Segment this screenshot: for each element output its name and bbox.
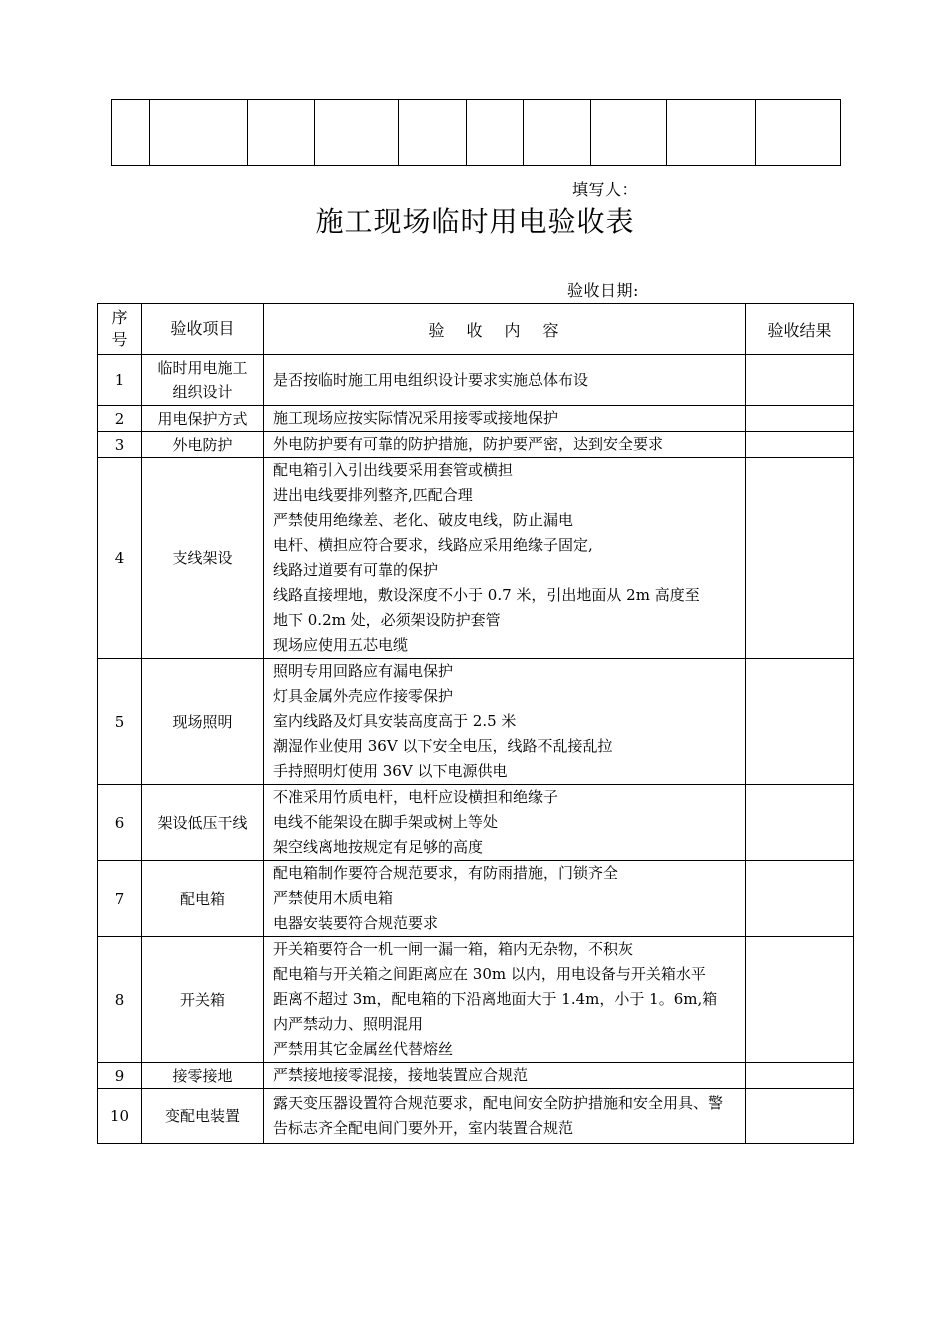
row-result[interactable] (746, 355, 854, 406)
row-content (264, 1089, 746, 1144)
row-seq: 9 (98, 1063, 142, 1089)
blank-cell (399, 100, 467, 166)
blank-grid-table (111, 99, 841, 166)
row-item (142, 355, 264, 406)
filler-label: 填写人： (572, 180, 639, 199)
row-result[interactable] (746, 785, 854, 861)
content-line: 电器安装要符合规范要求 (273, 914, 439, 932)
row-item: 架设低压干线 (142, 785, 264, 861)
table-row (98, 659, 854, 785)
row-result[interactable] (746, 1089, 854, 1144)
row-item: 配电箱 (142, 861, 264, 937)
blank-cell (248, 100, 315, 166)
row-item: 外电防护 (142, 432, 264, 458)
content-line: 外电防护要有可靠的防护措施，防护要严密，达到安全要求 (273, 435, 664, 453)
content-line: 露天变压器设置符合规范要求，配电间安全防护措施和安全用具、警 (273, 1094, 724, 1112)
table-row (98, 432, 854, 458)
row-item: 现场照明 (142, 659, 264, 785)
row-content (264, 659, 746, 785)
row-seq: 10 (98, 1089, 142, 1144)
row-item: 开关箱 (142, 937, 264, 1063)
content-line: 现场应使用五芯电缆 (273, 636, 409, 654)
content-line: 距离不超过 3m，配电箱的下沿离地面大于 1.4m，小于 1。6m,箱 (273, 990, 718, 1008)
table-row (98, 458, 854, 659)
content-line: 配电箱引入引出线要采用套管或横担 (273, 461, 514, 479)
blank-cell (667, 100, 756, 166)
table-row (98, 355, 854, 406)
content-line: 电线不能架设在脚手架或树上等处 (273, 813, 499, 831)
row-item-part: 组织设计 (172, 383, 233, 401)
content-line: 线路直接埋地，敷设深度不小于 0.7 米，引出地面从 2m 高度至 (273, 586, 700, 604)
row-content (264, 432, 746, 458)
blank-cell (315, 100, 399, 166)
row-seq: 7 (98, 861, 142, 937)
row-result[interactable] (746, 937, 854, 1063)
content-line: 潮湿作业使用 36V 以下安全电压，线路不乱接乱拉 (273, 737, 613, 755)
row-seq: 6 (98, 785, 142, 861)
row-seq: 4 (98, 458, 142, 659)
blank-cell (150, 100, 248, 166)
row-content (264, 458, 746, 659)
content-line: 严禁使用绝缘差、老化、破皮电线，防止漏电 (273, 511, 574, 529)
content-line: 室内线路及灯具安装高度高于 2.5 米 (273, 712, 517, 730)
content-line: 内严禁动力、照明混用 (273, 1015, 424, 1033)
content-line: 不准采用竹质电杆，电杆应设横担和绝缘子 (273, 788, 559, 806)
header-item: 验收项目 (142, 304, 264, 355)
row-content (264, 406, 746, 432)
row-result[interactable] (746, 406, 854, 432)
inspection-date-label: 验收日期: (567, 281, 639, 300)
content-line: 手持照明灯使用 36V 以下电源供电 (273, 762, 508, 780)
content-line: 照明专用回路应有漏电保护 (273, 662, 454, 680)
content-line: 是否按临时施工用电组织设计要求实施总体布设 (273, 370, 589, 389)
table-row (98, 1063, 854, 1089)
row-seq: 3 (98, 432, 142, 458)
row-result[interactable] (746, 659, 854, 785)
table-row (98, 1089, 854, 1144)
content-line: 线路过道要有可靠的保护 (273, 561, 439, 579)
row-seq: 5 (98, 659, 142, 785)
row-content (264, 1063, 746, 1089)
table-row (98, 785, 854, 861)
row-item-part: 临时用电施工 (157, 359, 248, 377)
table-row (98, 937, 854, 1063)
table-header-row (98, 304, 854, 355)
blank-cell (467, 100, 524, 166)
row-seq: 2 (98, 406, 142, 432)
content-line: 严禁接地接零混接，接地装置应合规范 (273, 1066, 529, 1084)
blank-cell (112, 100, 150, 166)
row-content (264, 937, 746, 1063)
row-result[interactable] (746, 458, 854, 659)
row-item: 接零接地 (142, 1063, 264, 1089)
table-row (98, 406, 854, 432)
content-line: 告标志齐全配电间门要外开，室内装置合规范 (273, 1119, 574, 1137)
row-result[interactable] (746, 432, 854, 458)
content-line: 严禁使用木质电箱 (273, 889, 394, 907)
blank-cell (524, 100, 591, 166)
row-result[interactable] (746, 861, 854, 937)
header-result: 验收结果 (746, 304, 854, 355)
content-line: 施工现场应按实际情况采用接零或接地保护 (273, 409, 559, 427)
header-seq: 序 号 (98, 304, 142, 355)
row-item: 变配电装置 (142, 1089, 264, 1144)
row-item: 支线架设 (142, 458, 264, 659)
content-line: 开关箱要符合一机一闸一漏一箱，箱内无杂物，不积灰 (273, 940, 634, 958)
row-content (264, 861, 746, 937)
content-line: 地下 0.2m 处，必须架设防护套管 (273, 611, 501, 629)
blank-cell (591, 100, 667, 166)
content-line: 配电箱制作要符合规范要求，有防雨措施，门锁齐全 (273, 864, 619, 882)
content-line: 架空线离地按规定有足够的高度 (273, 838, 484, 856)
header-content: 验收内容 (264, 304, 746, 355)
row-result[interactable] (746, 1063, 854, 1089)
blank-cell (756, 100, 841, 166)
content-line: 电杆、横担应符合要求，线路应采用绝缘子固定, (273, 536, 593, 554)
row-content (264, 785, 746, 861)
content-line: 配电箱与开关箱之间距离应在 30m 以内，用电设备与开关箱水平 (273, 965, 706, 983)
inspection-table (97, 303, 854, 1144)
row-seq: 8 (98, 937, 142, 1063)
content-line: 严禁用其它金属丝代替熔丝 (273, 1040, 454, 1058)
table-row (98, 861, 854, 937)
content-line: 进出电线要排列整齐,匹配合理 (273, 486, 473, 504)
row-item: 用电保护方式 (142, 406, 264, 432)
page-title: 施工现场临时用电验收表 (315, 205, 635, 238)
row-content (264, 355, 746, 406)
content-line: 灯具金属外壳应作接零保护 (273, 687, 454, 705)
row-seq: 1 (98, 355, 142, 406)
